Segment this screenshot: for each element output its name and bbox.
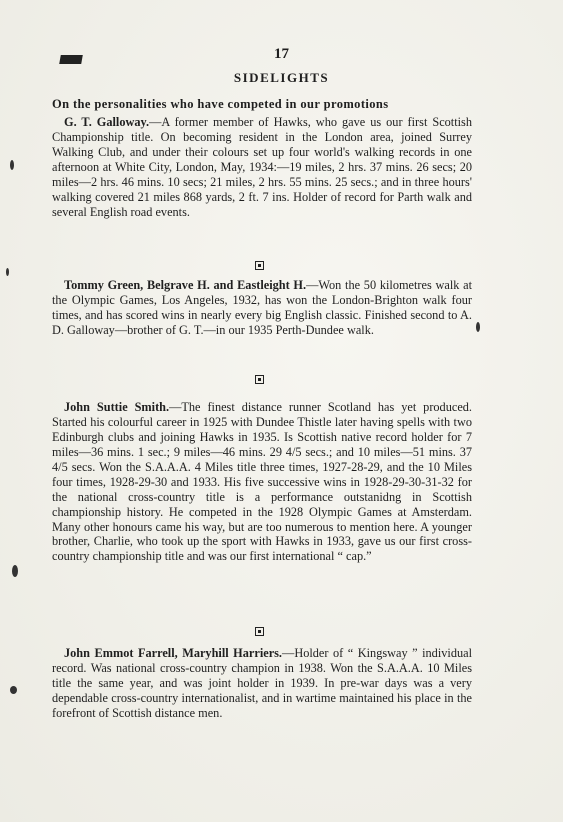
separator-icon (255, 261, 264, 270)
entry-text: —Won the 50 kilometres walk at the Olympic Games, Los Angeles, 1932, has won the London-Brighton walk four times, and has scored wins in nearly every big English classic. Finished second to A. D. Galloway—brother of G. T.—in our 1935 Perth-Dundee walk. (52, 278, 473, 338)
entry-green (52, 278, 472, 338)
margin-speck (6, 268, 9, 276)
entry-name: John Suttie Smith. (64, 400, 170, 415)
entry-text: —Holder of “ Kingsway ” individual record. Was national cross-country champion in 1938. Won the S.A.A.A. 10 Miles title the same year, and was joint holder in 1939. In pre-war days was a very dependable cross-country internationalist, and in wartime maintained his place in the forefront of Scottish distance men. (52, 646, 472, 720)
entry-name: John Emmot Farrell, Maryhill Harriers. (64, 646, 283, 661)
page-number: 17 (274, 46, 289, 62)
page-title: SIDELIGHTS (233, 70, 330, 85)
separator-icon (255, 375, 264, 384)
margin-speck (10, 686, 17, 694)
margin-speck (476, 322, 480, 332)
entry-suttie-smith (52, 400, 472, 564)
entry-name: G. T. Galloway. (64, 115, 150, 130)
margin-speck (10, 160, 14, 170)
margin-speck (12, 565, 18, 577)
entry-text: —A former member of Hawks, who gave us our first Scottish Championship title. On becoming resident in the London area, joined Surrey Walking Club, and under their colours set up four world's walking records in one afternoon at White City, London, May, 1934:—19 miles, 2 hrs. 37 mins. 26 secs; 20 miles—2 hrs. 46 mins. 10 secs; 21 miles, 2 hrs. 55 mins. 25 secs.; and in three hours' walking covered 21 miles 868 yards, 2 ft. 7 ins. Holder of record for Parth walk and several English road events. (52, 115, 472, 219)
entry-name: Tommy Green, Belgrave H. and Eastleight H. (64, 278, 307, 293)
separator-icon (255, 627, 264, 636)
section-subtitle: On the personalities who have competed in our promotions (52, 97, 389, 111)
entry-galloway (52, 115, 472, 219)
entry-text: —The finest distance runner Scotland has yet produced. Started his colourful career in 1925 with Dundee Thistle later having spells with two Edinburgh clubs and joining Hawks in 1935. Is Scottish native record holder for 7 miles—36 mins. 1 sec.; 9 miles—46 mins. 29 4/5 secs.; and 10 miles—51 mins. 37 4/5 secs. Won the S.A.A.A. 4 Miles title three times, 1927-28-29, and the 10 Miles four times, 1928-29-30 and 1933. His five successive wins in 1928-29-30-31-32 for the national cross-country title is a performance outstanidng in Scottish championship history. He competed in the 1928 Olympic Games at Amsterdam. Many other honours came his way, but are too numerous to mention here. A younger brother, Charlie, who took up the sport with Hawks in 1933, gave us our first cross-country championship title and was our first international “ cap.” (52, 400, 472, 564)
entry-farrell (52, 646, 472, 721)
